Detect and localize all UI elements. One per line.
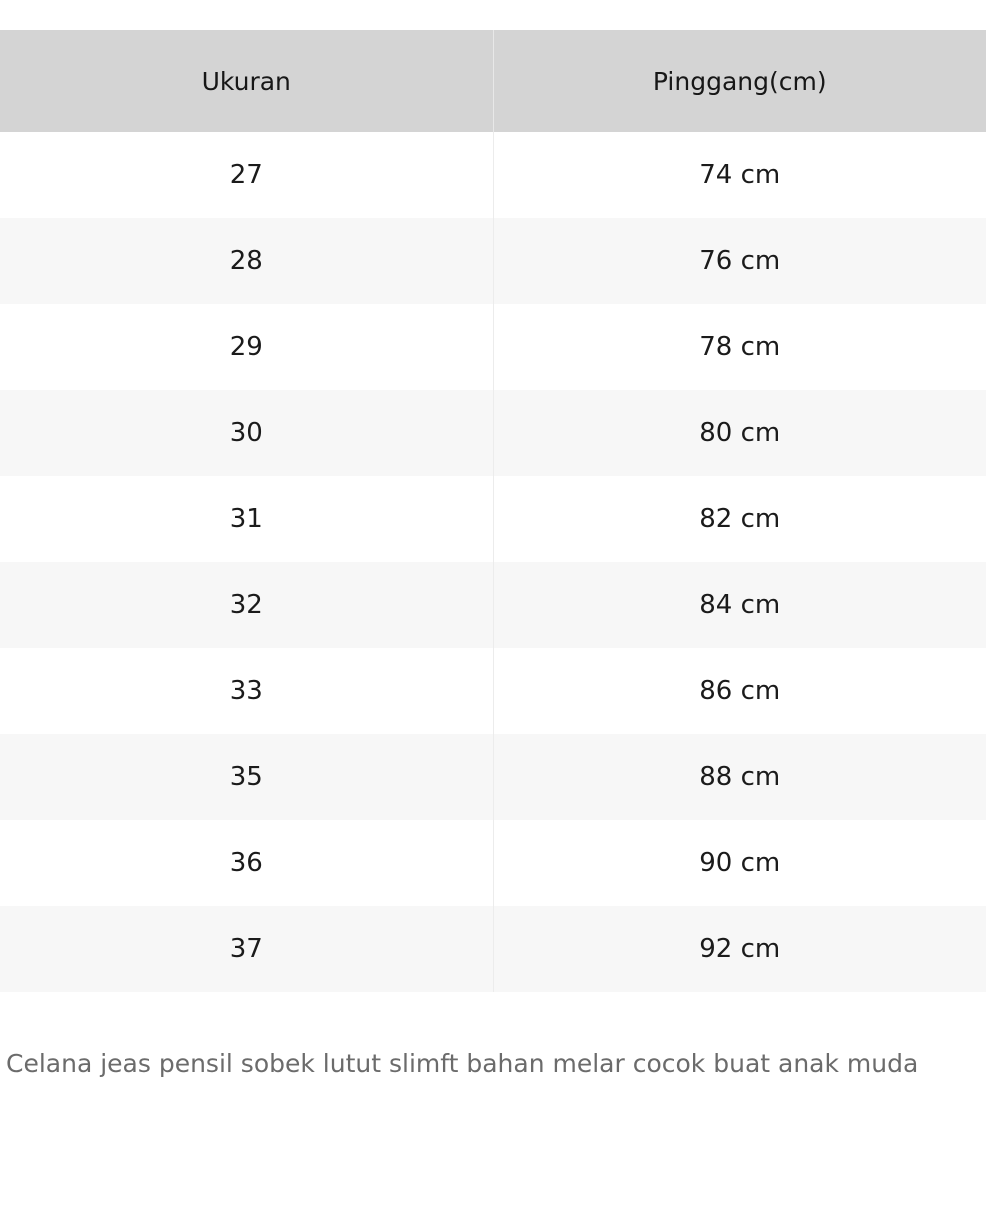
cell-ukuran: 29 bbox=[0, 304, 493, 390]
table-row bbox=[0, 132, 986, 218]
size-chart-body bbox=[0, 132, 986, 992]
table-header-row bbox=[0, 30, 986, 132]
cell-pinggang: 90 cm bbox=[493, 820, 986, 906]
cell-pinggang: 74 cm bbox=[493, 132, 986, 218]
table-row bbox=[0, 734, 986, 820]
cell-pinggang: 88 cm bbox=[493, 734, 986, 820]
cell-pinggang: 84 cm bbox=[493, 562, 986, 648]
cell-ukuran: 28 bbox=[0, 218, 493, 304]
column-header-ukuran: Ukuran bbox=[0, 30, 493, 132]
cell-ukuran: 33 bbox=[0, 648, 493, 734]
cell-pinggang: 78 cm bbox=[493, 304, 986, 390]
cell-ukuran: 37 bbox=[0, 906, 493, 992]
table-row bbox=[0, 906, 986, 992]
cell-pinggang: 80 cm bbox=[493, 390, 986, 476]
cell-pinggang: 92 cm bbox=[493, 906, 986, 992]
table-row bbox=[0, 562, 986, 648]
cell-pinggang: 82 cm bbox=[493, 476, 986, 562]
table-row bbox=[0, 218, 986, 304]
cell-ukuran: 31 bbox=[0, 476, 493, 562]
cell-ukuran: 30 bbox=[0, 390, 493, 476]
table-row bbox=[0, 820, 986, 906]
size-chart-header bbox=[0, 30, 986, 132]
size-chart-table bbox=[0, 30, 986, 992]
cell-pinggang: 76 cm bbox=[493, 218, 986, 304]
cell-ukuran: 35 bbox=[0, 734, 493, 820]
table-row bbox=[0, 476, 986, 562]
product-description: Celana jeas pensil sobek lutut slimft bahan melar cocok buat anak muda bbox=[6, 1049, 919, 1078]
cell-pinggang: 86 cm bbox=[493, 648, 986, 734]
table-row bbox=[0, 304, 986, 390]
table-row bbox=[0, 648, 986, 734]
cell-ukuran: 32 bbox=[0, 562, 493, 648]
cell-ukuran: 27 bbox=[0, 132, 493, 218]
table-row bbox=[0, 390, 986, 476]
column-header-pinggang: Pinggang(cm) bbox=[493, 30, 986, 132]
cell-ukuran: 36 bbox=[0, 820, 493, 906]
top-spacer bbox=[0, 0, 986, 30]
